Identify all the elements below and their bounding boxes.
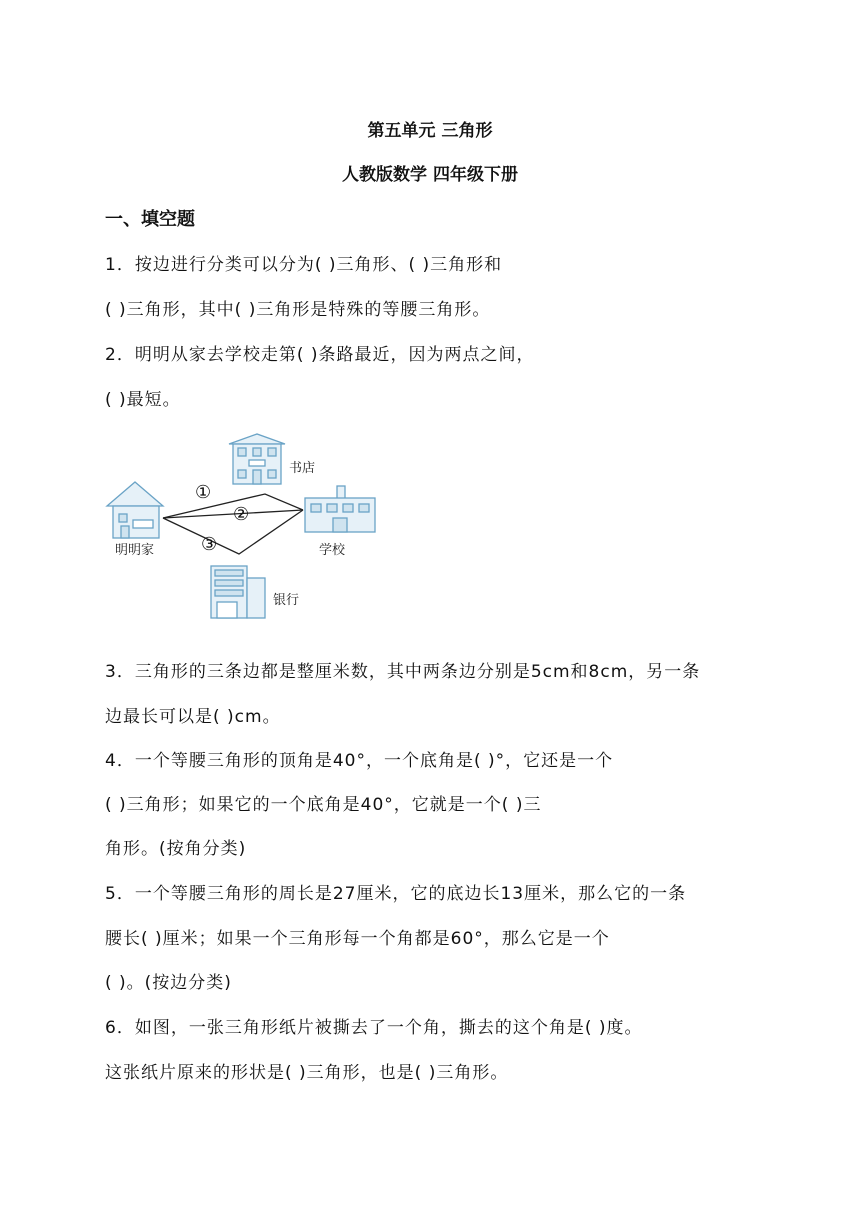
bookstore-building-icon [229,434,285,484]
school-building-icon [305,486,375,532]
question-2-line-2: ( )最短。 [105,390,181,410]
route-figure [105,428,385,628]
question-5-line-1: 5．一个等腰三角形的周长是27厘米，它的底边长13厘米，那么它的一条 [105,884,687,904]
bookstore-label: 书店 [289,461,316,476]
home-label: 明明家 [115,543,155,558]
question-4-line-3: 角形。(按角分类) [105,839,247,859]
question-3-line-1: 3．三角形的三条边都是整厘米数，其中两条边分别是5cm和8cm，另一条 [105,662,701,682]
question-4-line-2: ( )三角形；如果它的一个底角是40°，它就是一个( )三 [105,795,542,815]
question-5-line-3: ( )。(按边分类) [105,973,232,993]
bank-building-icon [211,566,265,618]
page-subtitle: 人教版数学 四年级下册 [342,165,518,185]
route-3-label: ③ [201,534,218,555]
question-1-line-1: 1．按边进行分类可以分为( )三角形、( )三角形和 [105,255,503,275]
question-1-line-2: ( )三角形，其中( )三角形是特殊的等腰三角形。 [105,300,491,320]
route-1-label: ① [195,482,212,503]
house-icon [107,482,163,538]
page-title: 第五单元 三角形 [367,121,493,141]
question-6-line-2: 这张纸片原来的形状是( )三角形，也是( )三角形。 [105,1063,509,1083]
question-3-line-2: 边最长可以是( )cm。 [105,707,281,727]
question-4-line-1: 4．一个等腰三角形的顶角是40°，一个底角是( )°，它还是一个 [105,751,614,771]
bank-label: 银行 [273,593,300,608]
question-6-line-1: 6．如图，一张三角形纸片被撕去了一个角，撕去的这个角是( )度。 [105,1018,643,1038]
question-5-line-2: 腰长( )厘米；如果一个三角形每一个角都是60°，那么它是一个 [105,929,610,949]
route-2-label: ② [233,504,250,525]
section-heading: 一、填空题 [105,209,195,230]
question-2-line-1: 2．明明从家去学校走第( )条路最近，因为两点之间， [105,345,535,365]
school-label: 学校 [319,543,346,558]
